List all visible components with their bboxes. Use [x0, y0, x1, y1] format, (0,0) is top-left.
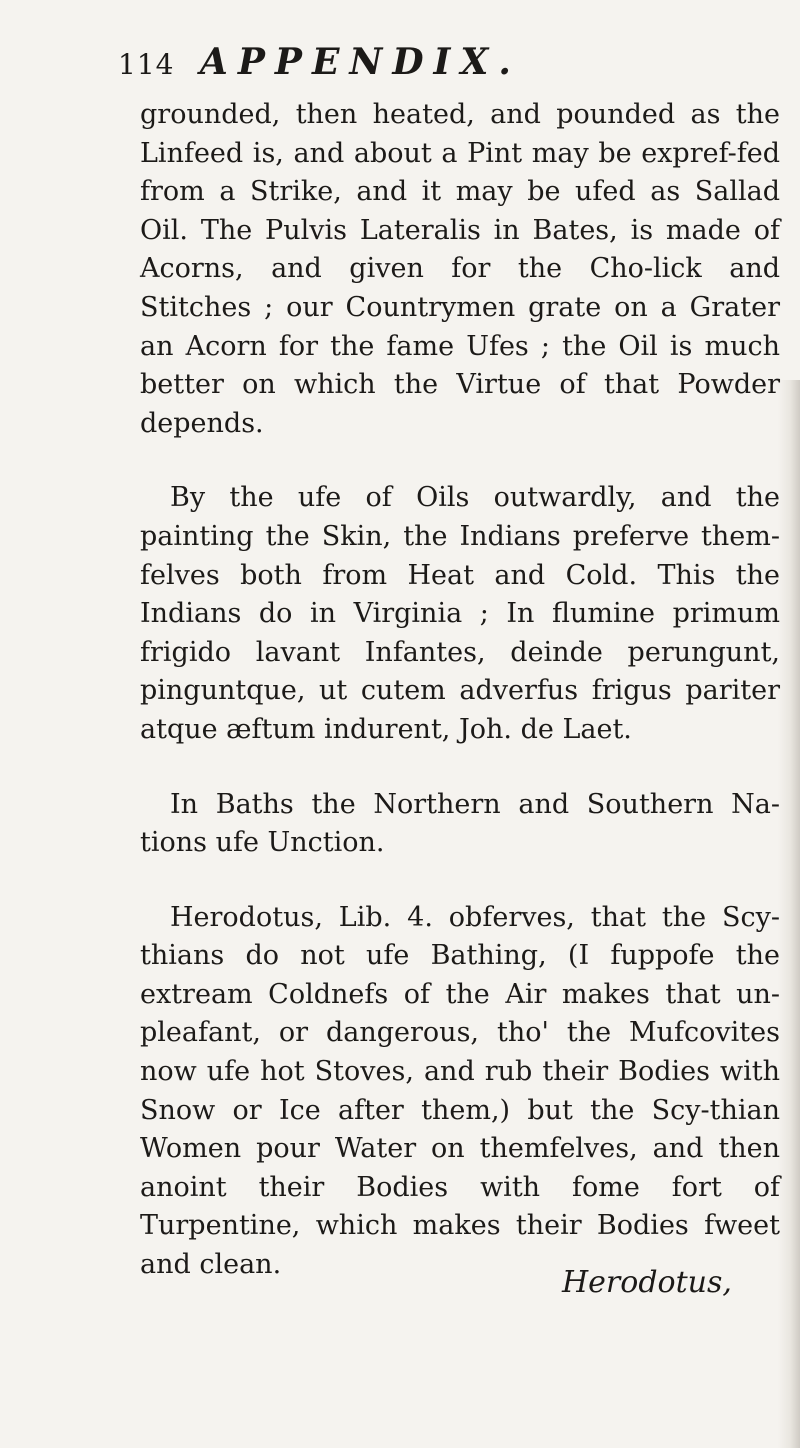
catchword: Herodotus, — [562, 1265, 732, 1300]
paragraph: By the ufe of Oils outwardly, and the painting the Skin, the Indians preferve them-felves both from Heat and Cold. This the Indians do in Virginia ; In flumine primum frigido lavant Infantes, deinde perungunt, pinguntque, ut cutem adverfus frigus pariter atque æftum indurent, Joh. de Laet. — [140, 482, 780, 745]
page-edge-shadow — [778, 380, 800, 1448]
running-title: APPENDIX. — [199, 41, 521, 83]
paragraph: grounded, then heated, and pounded as the Linfeed is, and about a Pint may be expref-fed from a Strike, and it may be ufed as Sallad Oil. The Pulvis Lateralis in Bates, is made of Acorns, and given for the Cho-lick and Stitches ; our Countrymen grate on a Grater an Acorn for the fame Ufes ; the Oil is much better on which the Virtue of that Powder depends. — [140, 99, 780, 439]
paragraph: In Baths the Northern and Southern Na-tions ufe Unction. — [140, 788, 780, 859]
page-number: 114 — [118, 48, 175, 81]
paragraph: Herodotus, Lib. 4. obferves, that the Scy-thians do not ufe Bathing, (I fuppofe the extream Coldnefs of the Air makes that un-pleafant, or dangerous, tho' the Mufcovites now ufe hot Stoves, and rub their Bodies with Snow or Ice after them,) but the Scy-thian Women pour Water on themfelves, and then anoint their Bodies with fome fort of Turpentine, which makes their Bodies fweet and clean. — [140, 901, 780, 1281]
body-text — [140, 96, 780, 1285]
page-header — [118, 40, 521, 87]
